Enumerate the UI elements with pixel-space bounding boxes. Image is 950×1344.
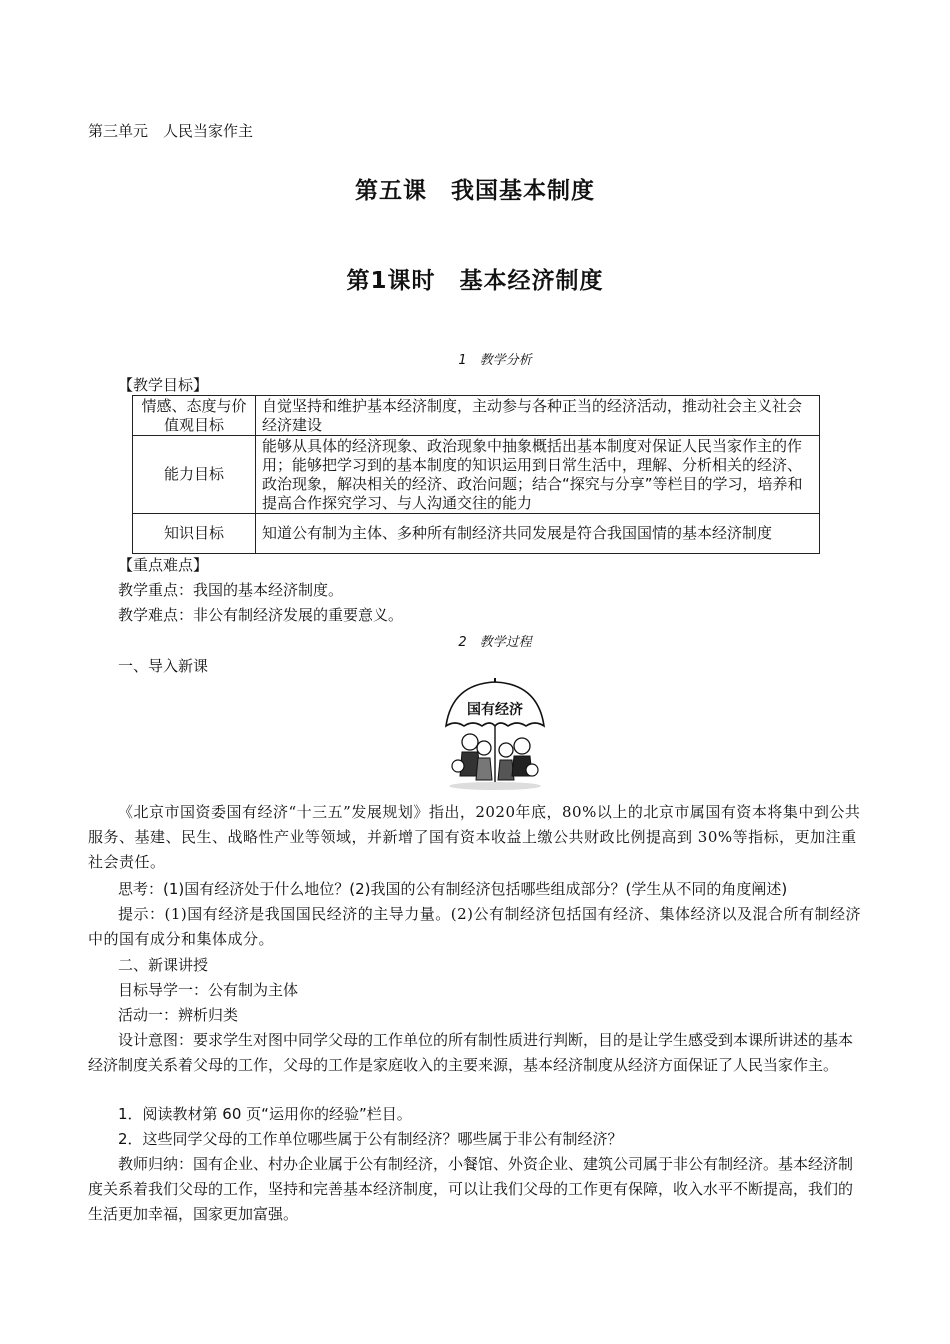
goal-content-attitude: 自觉坚持和维护基本经济制度，主动参与各种正当的经济活动，推动社会主义社会经济建设 [256,396,820,436]
teaching-focus: 教学重点：我国的基本经济制度。 [118,581,344,599]
period-title: 第1课时 基本经济制度 [346,268,604,294]
goal-label-attitude: 情感、态度与价值观目标 [133,396,256,436]
umbrella-family-illustration [440,676,550,794]
goal-label-knowledge: 知识目标 [133,514,256,554]
table-row [133,396,820,436]
section-heading-process: 2 教学过程 [458,635,532,650]
step-two: 2．这些同学父母的工作单位哪些属于公有制经济？哪些属于非公有制经济？ [118,1130,623,1148]
step-one: 1．阅读教材第 60 页“运用你的经验”栏目。 [118,1105,412,1123]
teaching-difficulty: 教学难点：非公有制经济发展的重要意义。 [118,606,404,624]
goals-table [132,395,820,554]
hint-answer: 提示：(1)国有经济是我国国民经济的主导力量。(2)公有制经济包括国有经济、集体经济以及混合所有制经济中的国有成分和集体成分。 [88,905,861,948]
teacher-summary: 教师归纳：国有企业、村办企业属于公有制经济，小餐馆、外资企业、建筑公司属于非公有制经济。基本经济制度关系着我们父母的工作，坚持和完善基本经济制度，可以让我们父母的工作更有保障，收入水平不断提高，我们的生活更加幸福，国家更加富强。 [88,1155,854,1223]
umbrella-label: 国有经济 [467,702,523,718]
goal-guide-one: 目标导学一：公有制为主体 [118,981,299,999]
goal-label-ability: 能力目标 [133,436,256,514]
design-intent: 设计意图：要求学生对图中同学父母的工作单位的所有制性质进行判断，目的是让学生感受到本课所讲述的基本经济制度关系着父母的工作，父母的工作是家庭收入的主要来源，基本经济制度从经济方面保证了人民当家作主。 [88,1031,854,1074]
umbrella-icon [440,676,550,794]
activity-one: 活动一：辨析归类 [118,1006,239,1024]
intro-heading: 一、导入新课 [118,657,209,675]
goals-heading: 【教学目标】 [118,376,209,394]
key-points-heading: 【重点难点】 [118,556,209,574]
table-row [133,436,820,514]
think-question: 思考：(1)国有经济处于什么地位？(2)我国的公有制经济包括哪些组成部分？(学生从不同的角度阐述) [118,880,788,898]
new-lesson-heading: 二、新课讲授 [118,956,209,974]
intro-paragraph: 《北京市国资委国有经济“十三五”发展规划》指出，2020年底，80%以上的北京市属国有资本将集中到公共服务、基建、民生、战略性产业等领域，并新增了国有资本收益上缴公共财政比例提高到 30%等指标，更加注重社会责任。 [88,803,861,871]
section-heading-analysis: 1 教学分析 [458,353,532,368]
goal-content-knowledge: 知道公有制为主体、多种所有制经济共同发展是符合我国国情的基本经济制度 [256,514,820,554]
unit-header: 第三单元 人民当家作主 [88,122,254,140]
goal-content-ability: 能够从具体的经济现象、政治现象中抽象概括出基本制度对保证人民当家作主的作用；能够把学习到的基本制度的知识运用到日常生活中，理解、分析相关的经济、政治现象，解决相关的经济、政治问题；结合“探究与分享”等栏目的学习，培养和提高合作探究学习、与人沟通交往的能力 [256,436,820,514]
lesson-title: 第五课 我国基本制度 [355,178,595,204]
table-row [133,514,820,554]
